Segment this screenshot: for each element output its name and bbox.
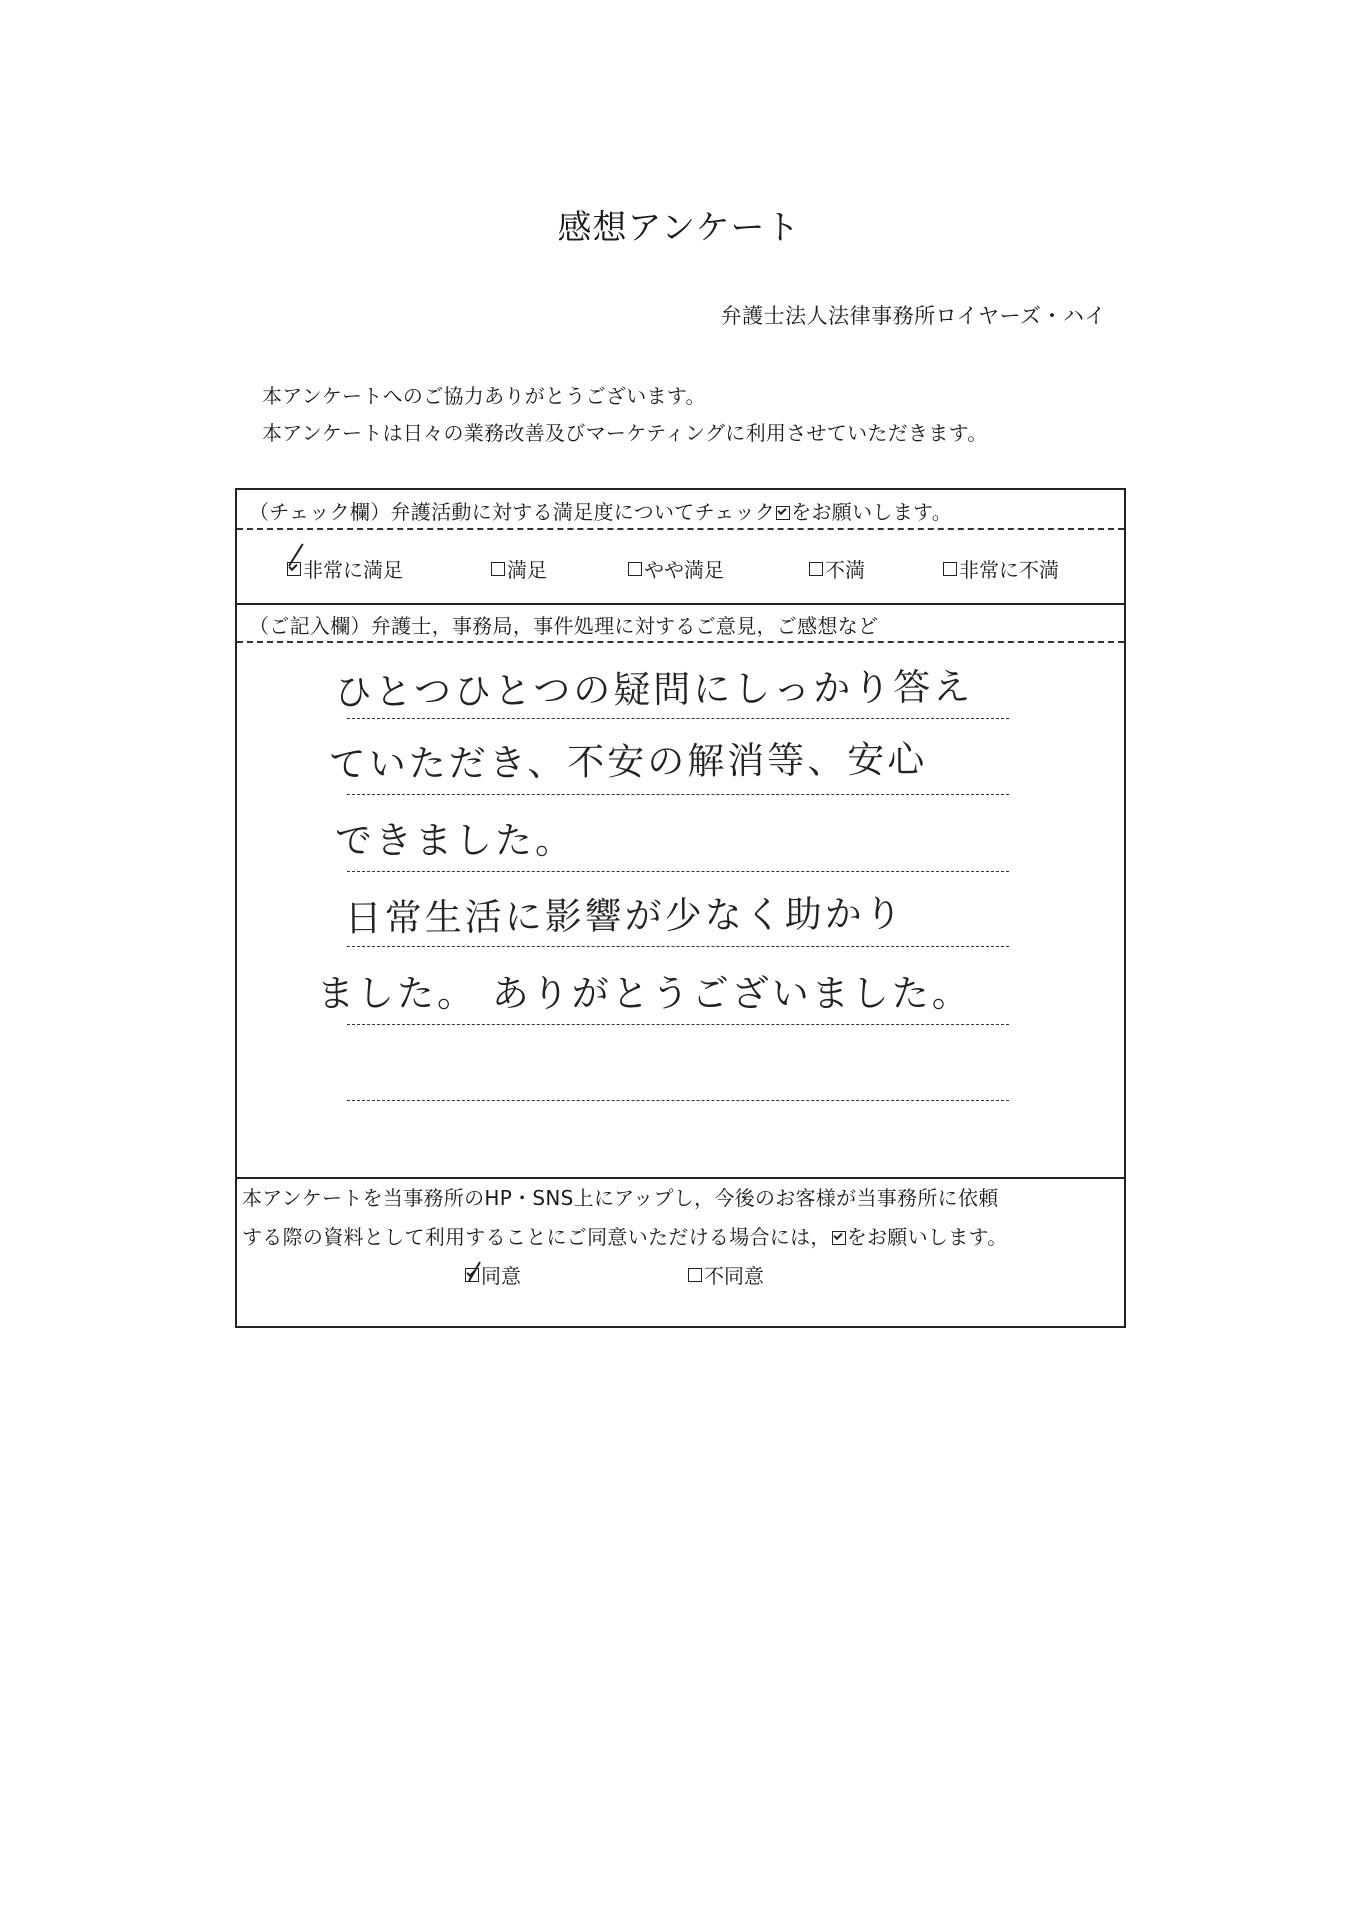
intro-line-2: 本アンケートは日々の業務改善及びマーケティングに利用させていただきます。 [262, 421, 988, 445]
option-disagree[interactable] [688, 1260, 764, 1289]
option-very-satisfied[interactable] [287, 554, 403, 583]
option-label: 満足 [507, 558, 547, 582]
checkbox-icon[interactable] [943, 562, 957, 576]
handwritten-line: ました。 ありがとうございました。 [317, 972, 972, 1015]
checkbox-icon[interactable] [491, 562, 505, 576]
consent-line-2 [242, 1221, 1008, 1250]
handwritten-line: ひとつひとつの疑問にしっかり答え [334, 665, 974, 715]
option-label: 不満 [825, 558, 865, 582]
option-label: 同意 [481, 1264, 521, 1288]
option-label: 非常に満足 [303, 558, 403, 582]
satisfaction-heading-suffix: をお願いします。 [791, 500, 953, 524]
section-border [237, 603, 1124, 605]
comments-heading: （ご記入欄）弁護士，事務局，事件処理に対するご意見，ご感想など [249, 614, 879, 638]
writing-line [347, 1024, 1009, 1025]
option-label: やや満足 [644, 558, 724, 582]
option-satisfied[interactable] [491, 554, 547, 583]
intro-line-1: 本アンケートへのご協力ありがとうございます。 [262, 384, 706, 408]
option-label: 非常に不満 [959, 558, 1059, 582]
satisfaction-heading-text: （チェック欄）弁護活動に対する満足度についてチェック [249, 500, 776, 524]
handwritten-line: できました。 [335, 819, 575, 862]
writing-line [347, 946, 1009, 947]
writing-line [347, 871, 1009, 872]
checkbox-sample-icon [832, 1231, 846, 1245]
writing-line [347, 1100, 1009, 1101]
section-divider [237, 528, 1124, 530]
intro-text [262, 378, 988, 452]
checkbox-icon[interactable] [688, 1268, 702, 1282]
option-dissatisfied[interactable] [809, 554, 865, 583]
consent-line-2-text: する際の資料として利用することにご同意いただける場合には， [242, 1225, 831, 1249]
checkbox-icon[interactable] [628, 562, 642, 576]
consent-line-2-suffix: をお願いします。 [846, 1225, 1008, 1249]
handwritten-line: 日常生活に影響が少なく助かり [344, 892, 905, 941]
organization-name: 弁護士法人法律事務所ロイヤーズ・ハイ [720, 304, 1106, 328]
writing-line [347, 794, 1009, 795]
satisfaction-heading [249, 496, 952, 525]
writing-line [347, 718, 1009, 719]
section-border [237, 1177, 1124, 1179]
checkbox-icon[interactable] [809, 562, 823, 576]
option-label: 不同意 [704, 1264, 764, 1288]
handwritten-line: ていただき、不安の解消等、安心 [328, 737, 928, 787]
document-title: 感想アンケート [557, 208, 801, 248]
checkbox-sample-icon [776, 506, 790, 520]
section-divider [237, 641, 1124, 643]
option-somewhat-satisfied[interactable] [628, 554, 724, 583]
option-very-dissatisfied[interactable] [943, 554, 1059, 583]
survey-form [235, 488, 1126, 1328]
consent-line-1: 本アンケートを当事務所のHP・SNS上にアップし，今後のお客様が当事務所に依頼 [242, 1186, 999, 1210]
